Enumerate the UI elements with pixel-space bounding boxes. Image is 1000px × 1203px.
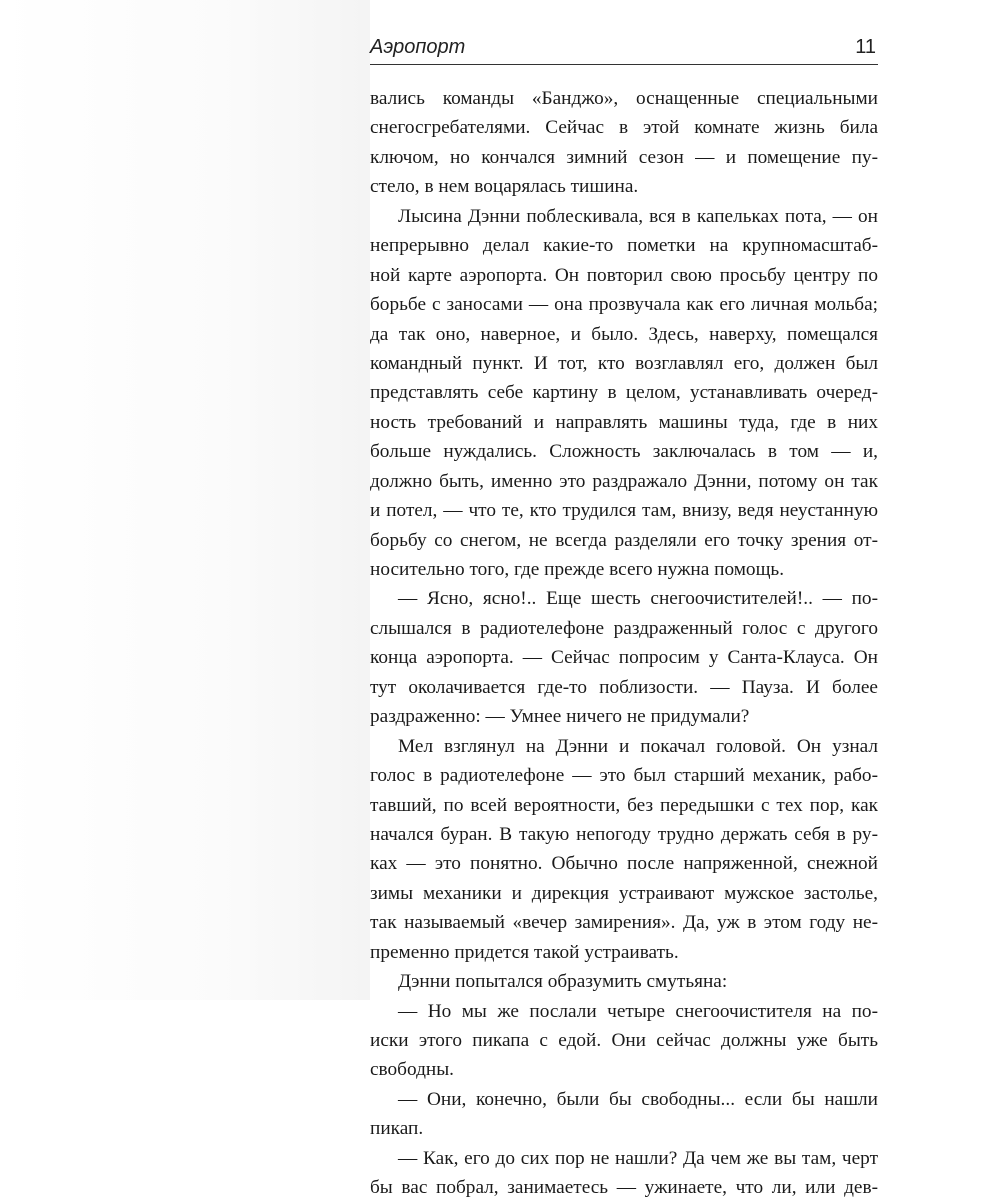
text-line: вались команды «Банджо», оснащенные специальными [370,88,878,109]
text-line: ках — это понятно. Обычно после напряженной, снежной [370,853,878,875]
text-line: ключом, но кончался зимний сезон — и помещение пу- [370,146,878,168]
text-line: свободны. [370,1059,454,1081]
page-gutter [0,0,370,1000]
text-line: ность требований и направлять машины туда, где в них [370,411,878,433]
text-line: ной карте аэропорта. Он повторил свою просьбу центру по [370,264,878,286]
text-line: борьбу со снегом, не всегда разделяли его точку зрения от- [370,529,878,551]
text-line: — Они, конечно, были бы свободны... если бы нашли [398,1088,878,1110]
text-line: — Но мы же послали четыре снегоочистителя на по- [398,1000,878,1022]
text-line: раздраженно: — Умнее ничего не придумали? [370,706,750,728]
text-line: начался буран. В такую непогоду трудно держать себя в ру- [370,823,878,845]
text-line: и потел, — что те, кто трудился там, внизу, ведя неустанную [370,500,878,522]
page-number: 11 [855,36,876,58]
text-line: должно быть, именно это раздражало Дэнни, потому он так [370,470,878,492]
text-line: — Как, его до сих пор не нашли? Да чем же вы там, черт [398,1147,878,1169]
text-line: Лысина Дэнни поблескивала, вся в капельках пота, — он [398,205,878,227]
text-line: иски этого пикапа с едой. Они сейчас должны уже быть [370,1030,878,1051]
text-line: так называемый «вечер замирения». Да, уж в этом году не- [370,912,878,934]
text-line: непрерывно делал какие-то пометки на крупномасштаб- [370,235,878,257]
text-line: командный пункт. И тот, кто возглавлял его, должен был [370,352,878,374]
text-line: пременно придется такой устраивать. [370,941,679,963]
text-line: тавший, по всей вероятности, без передышки с тех пор, как [370,794,878,816]
text-line: да так оно, наверное, и было. Здесь, наверху, помещался [370,323,878,345]
text-line: слышался в радиотелефоне раздраженный голос с другого [370,617,878,639]
running-title: Аэропорт [370,36,466,58]
text-line: борьбе с заносами — она прозвучала как его личная мольба; [370,294,878,316]
text-line: — Ясно, ясно!.. Еще шесть снегоочистителей!.. — по- [398,588,878,610]
running-header [370,34,878,65]
text-line: тут околачивается где-то поблизости. — Пауза. И более [370,676,878,698]
text-line: бы вас побрал, занимаетесь — ужинаете, что ли, или дев- [370,1177,878,1199]
text-line: стело, в нем воцарялась тишина. [370,176,639,198]
text-line: Дэнни попытался образумить смутьяна: [398,971,728,993]
body-text [370,84,878,1203]
text-line: представлять себе картину в целом, устанавливать очеред- [370,382,878,404]
text-line: носительно того, где прежде всего нужна помощь. [370,559,785,580]
text-line: пикап. [370,1118,424,1140]
text-line: голос в радиотелефоне — это был старший механик, рабо- [370,765,878,787]
text-line: снегосгребателями. Сейчас в этой комнате жизнь била [370,117,878,139]
text-line: конца аэропорта. — Сейчас попросим у Санта-Клауса. Он [370,647,878,669]
text-line: больше нуждались. Сложность заключалась в том — и, [370,441,878,463]
text-line: Мел взглянул на Дэнни и покачал головой. Он узнал [398,735,878,757]
text-line: зимы механики и дирекция устраивают мужское застолье, [370,882,878,904]
